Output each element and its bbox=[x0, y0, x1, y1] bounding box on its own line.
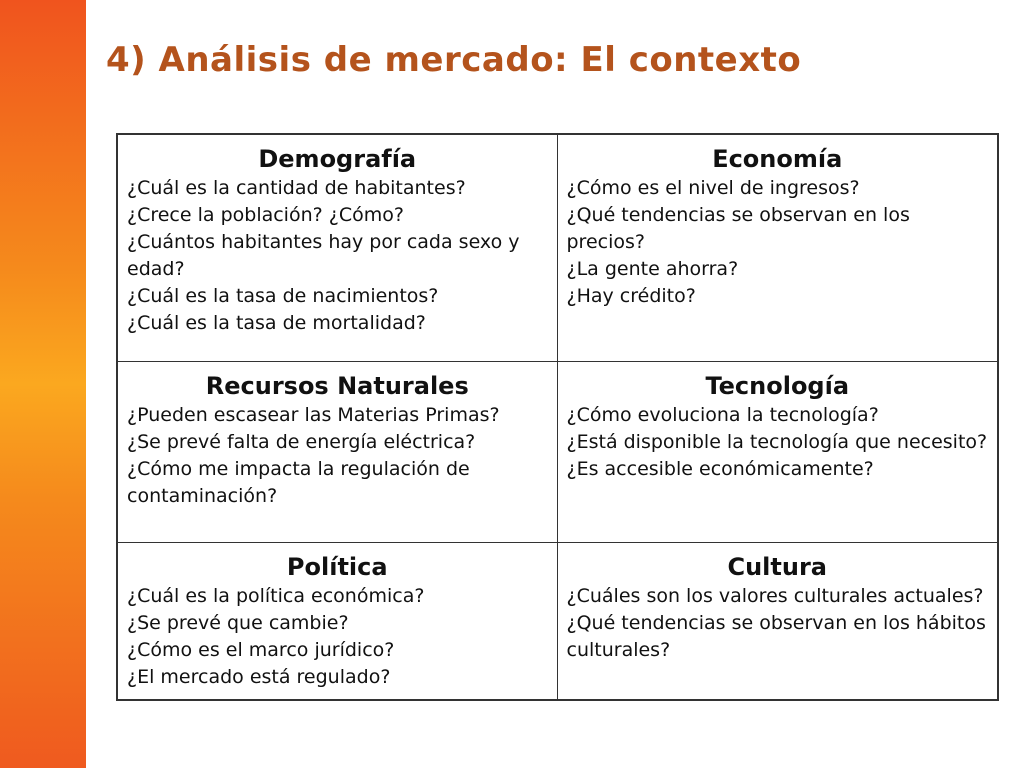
question: ¿La gente ahorra? bbox=[566, 258, 739, 280]
question: ¿Cuál es la tasa de mortalidad? bbox=[127, 312, 426, 334]
question: ¿Está disponible la tecnología que necesito? bbox=[566, 430, 988, 453]
cell-title: Recursos Naturales bbox=[205, 371, 469, 400]
question: ¿Se prevé que cambie? bbox=[127, 611, 349, 634]
question: ¿Cuál es la política económica? bbox=[127, 584, 425, 607]
cell-title: Economía bbox=[712, 145, 843, 173]
cell-title: Política bbox=[286, 552, 388, 581]
question: ¿Qué tendencias se observan en los precios? bbox=[566, 204, 910, 253]
cell-title: Demografía bbox=[258, 145, 417, 173]
cell-politica bbox=[117, 542, 557, 700]
question: ¿Cuál es la tasa de nacimientos? bbox=[127, 285, 439, 307]
question: ¿Pueden escasear las Materias Primas? bbox=[127, 403, 500, 426]
cell-cultura bbox=[557, 542, 998, 700]
question: ¿Cómo es el nivel de ingresos? bbox=[566, 177, 860, 199]
question: ¿El mercado está regulado? bbox=[127, 665, 391, 688]
grid-row bbox=[117, 361, 998, 542]
question: ¿Es accesible económicamente? bbox=[566, 457, 874, 480]
cell-tecnologia bbox=[557, 361, 998, 542]
grid-row bbox=[117, 542, 998, 700]
question: ¿Cuáles son los valores culturales actuales? bbox=[566, 584, 984, 607]
question: ¿Qué tendencias se observan en los hábitos culturales? bbox=[566, 611, 986, 661]
context-grid bbox=[116, 133, 999, 701]
question: ¿Hay crédito? bbox=[566, 285, 696, 307]
grid-row bbox=[117, 134, 998, 361]
slide-title: 4) Análisis de mercado: El contexto bbox=[106, 40, 802, 80]
question: ¿Cómo me impacta la regulación de contaminación? bbox=[127, 457, 470, 507]
question: ¿Cómo evoluciona la tecnología? bbox=[566, 403, 879, 426]
question: ¿Crece la población? ¿Cómo? bbox=[127, 204, 404, 226]
cell-economia bbox=[557, 134, 998, 361]
cell-title: Cultura bbox=[727, 552, 827, 581]
cell-demografia bbox=[117, 134, 557, 361]
cell-recursos-naturales bbox=[117, 361, 557, 542]
question: ¿Se prevé falta de energía eléctrica? bbox=[127, 430, 476, 453]
question: ¿Cuál es la cantidad de habitantes? bbox=[127, 177, 466, 199]
cell-title: Tecnología bbox=[705, 371, 850, 400]
question: ¿Cuántos habitantes hay por cada sexo y edad? bbox=[127, 231, 520, 280]
orange-side-bar bbox=[0, 0, 86, 768]
question: ¿Cómo es el marco jurídico? bbox=[127, 638, 395, 661]
